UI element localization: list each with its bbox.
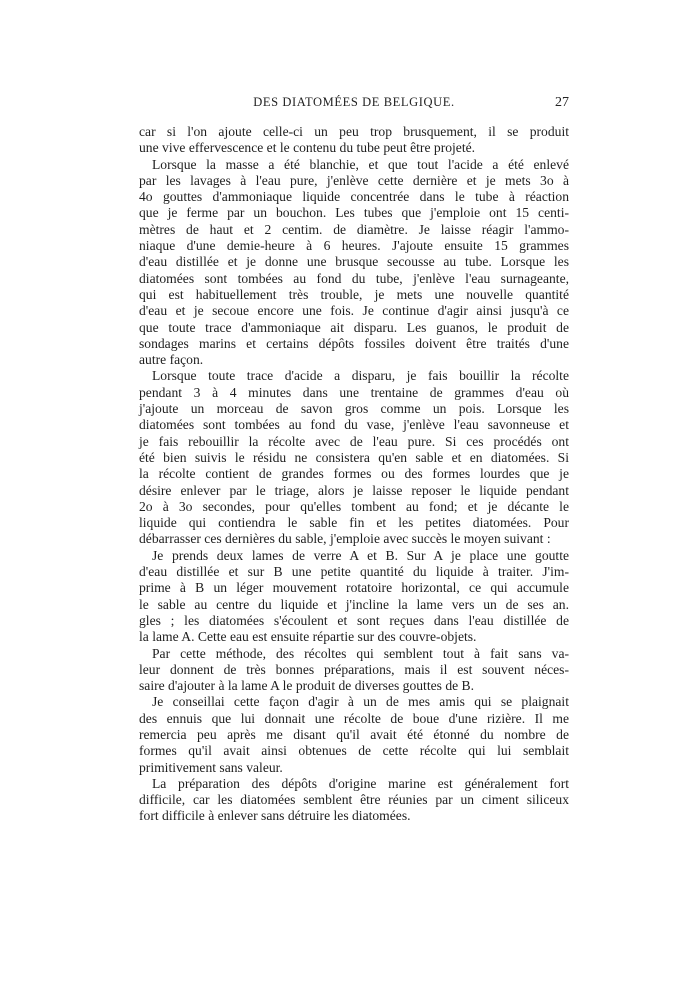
text-line: Je prends deux lames de verre A et B. Sur A je place une goutte bbox=[152, 547, 569, 563]
text-line: leur donnent de très bonnes préparations, mais il est souvent néces- bbox=[139, 661, 569, 677]
text-line: mètres de haut et 2 centim. de diamètre. Je laisse réagir l'ammo- bbox=[139, 221, 569, 237]
text-line: je fais rebouillir la récolte avec de l'eau pure. Si ces procédés ont bbox=[139, 433, 569, 449]
paragraph bbox=[139, 124, 569, 157]
text-line: d'eau et je secoue encore une fois. Je continue d'agir ainsi jusqu'à ce bbox=[139, 303, 569, 319]
text-line: par les lavages à l'eau pure, j'enlève cette dernière et je mets 3o à bbox=[139, 172, 569, 188]
text-line: désire enlever par le triage, alors je laisse reposer le liquide pendant bbox=[139, 482, 569, 498]
paragraph bbox=[139, 157, 569, 369]
text-line: des ennuis que lui donnait une récolte de boue d'une rizière. Il me bbox=[139, 710, 569, 726]
text-line: remercia peu après me disant qu'il avait été étonné du nombre de bbox=[139, 726, 569, 742]
page-header bbox=[139, 95, 569, 113]
paragraph bbox=[139, 646, 569, 695]
text-line: que toute trace d'ammoniaque ait disparu. Les guanos, le produit de bbox=[139, 319, 569, 335]
text-line: j'ajoute un morceau de savon gros comme un pois. Lorsque les bbox=[139, 401, 569, 417]
text-line: pendant 3 à 4 minutes dans une trentaine de grammes d'eau où bbox=[139, 384, 569, 400]
text-line: que je ferme par un bouchon. Les tubes que j'emploie ont 15 centi- bbox=[139, 205, 569, 221]
text-line: la récolte contient de grandes formes ou des formes lourdes que je bbox=[139, 466, 569, 482]
page-body bbox=[139, 124, 569, 825]
text-line: d'eau distillée et je donne une brusque secousse au tube. Lorsque les bbox=[139, 254, 569, 270]
paragraph bbox=[139, 776, 569, 825]
paragraph bbox=[139, 548, 569, 646]
text-line: une vive effervescence et le contenu du tube peut être projeté. bbox=[139, 140, 476, 156]
text-line: niaque d'une demie-heure à 6 heures. J'ajoute ensuite 15 grammes bbox=[139, 238, 569, 254]
text-line: Lorsque la masse a été blanchie, et que tout l'acide a été enlevé bbox=[152, 156, 569, 172]
text-line: difficile, car les diatomées semblent être réunies par un ciment siliceux bbox=[139, 792, 569, 808]
text-line: la lame A. Cette eau est ensuite répartie sur des couvre-objets. bbox=[139, 629, 477, 645]
paragraph bbox=[139, 368, 569, 547]
text-line: Je conseillai cette façon d'agir à un de mes amis qui se plaignait bbox=[152, 694, 569, 710]
paragraph bbox=[139, 694, 569, 775]
text-line: gles ; les diatomées s'écoulent et sont reçues dans l'eau distillée de bbox=[139, 612, 569, 628]
text-line: qui est habituellement très trouble, je mets une nouvelle quantité bbox=[139, 286, 569, 302]
text-line: fort difficile à enlever sans détruire les diatomées. bbox=[139, 808, 411, 824]
text-line: débarrasser ces dernières du sable, j'emploie avec succès le moyen suivant : bbox=[139, 531, 551, 547]
text-line: liquide qui contiendra le sable fin et les petites diatomées. Pour bbox=[139, 515, 569, 531]
text-line: Par cette méthode, des récoltes qui semblent tout à fait sans va- bbox=[152, 645, 569, 661]
text-line: formes qu'il avait ainsi obtenues de cette récolte qui lui semblait bbox=[139, 743, 569, 759]
text-line: été bien suivis le résidu ne consistera qu'en sable et en diatomées. Si bbox=[139, 449, 569, 465]
text-line: autre façon. bbox=[139, 352, 204, 368]
text-line: saire d'ajouter à la lame A le produit de diverses gouttes de B. bbox=[139, 678, 475, 694]
text-line: primitivement sans valeur. bbox=[139, 759, 283, 775]
text-line: La préparation des dépôts d'origine marine est généralement fort bbox=[152, 775, 569, 791]
text-line: prime à B un léger mouvement rotatoire horizontal, ce qui accumule bbox=[139, 580, 569, 596]
running-title: DES DIATOMÉES DE BELGIQUE. bbox=[253, 95, 455, 109]
text-line: d'eau distillée et sur B une petite quantité du liquide à traiter. J'im- bbox=[139, 564, 569, 580]
text-line: Lorsque toute trace d'acide a disparu, je fais bouillir la récolte bbox=[152, 368, 569, 384]
text-line: car si l'on ajoute celle-ci un peu trop brusquement, il se produit bbox=[139, 124, 569, 139]
page-number: 27 bbox=[555, 95, 569, 110]
text-line: le sable au centre du liquide et j'incline la lame vers un de ses an. bbox=[139, 596, 569, 612]
text-line: diatomées sont tombées au fond du vase, j'enlève l'eau savonneuse et bbox=[139, 417, 569, 433]
text-line: sondages marins et certains dépôts fossiles doivent être traités d'une bbox=[139, 335, 569, 351]
text-line: 4o gouttes d'ammoniaque liquide concentrée dans le tube à réaction bbox=[139, 189, 569, 205]
text-line: 2o à 3o secondes, pour qu'elles tombent au fond; et je décante le bbox=[139, 498, 569, 514]
text-line: diatomées sont tombées au fond du tube, j'enlève l'eau surnageante, bbox=[139, 270, 569, 286]
